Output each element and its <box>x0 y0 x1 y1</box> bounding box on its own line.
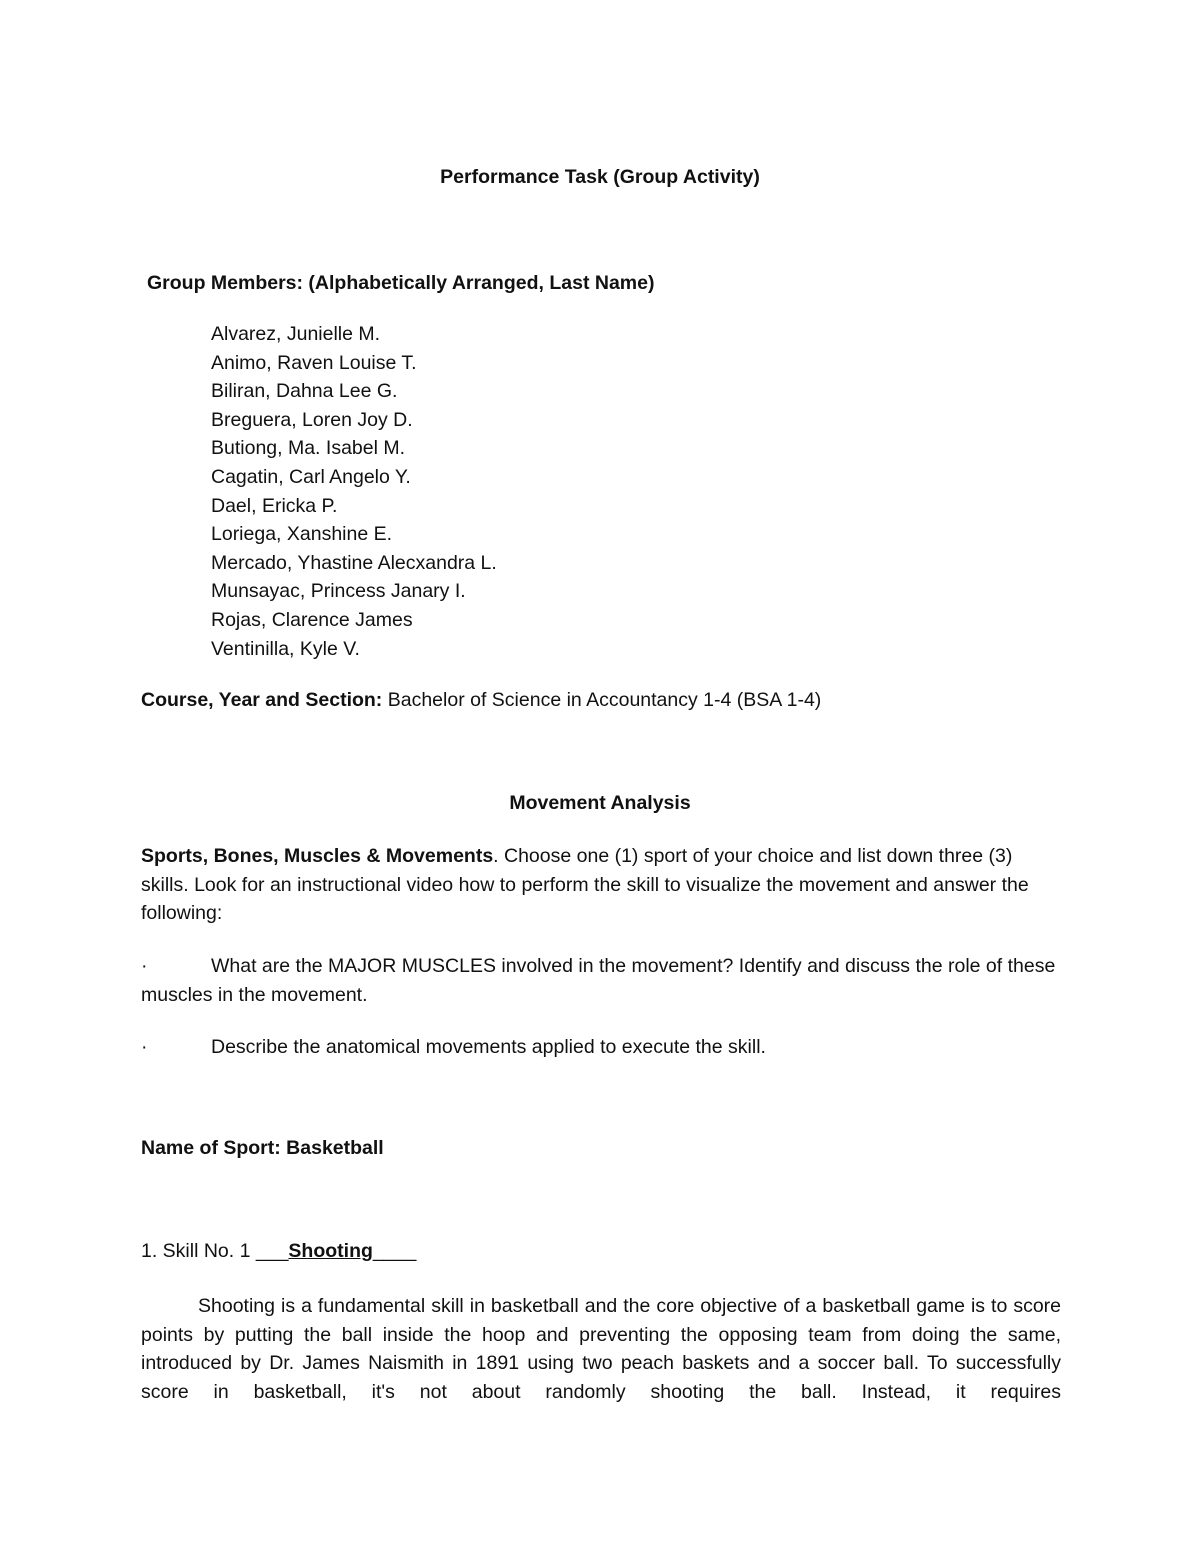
list-item: Butiong, Ma. Isabel M. <box>211 437 406 460</box>
intro-bold: Sports, Bones, Muscles & Movements <box>141 845 494 867</box>
sport-label: Name of Sport: Basketball <box>141 1137 384 1159</box>
group-members-label: Group Members: (Alphabetically Arranged, Last Name) <box>147 272 655 294</box>
skill-name: Shooting <box>288 1240 373 1262</box>
list-item: Alvarez, Junielle M. <box>211 323 381 345</box>
list-item: Breguera, Loren Joy D. <box>211 408 413 431</box>
bullet-text: Describe the anatomical movements applied to execute the skill. <box>211 1036 766 1058</box>
list-item: Ventinilla, Kyle V. <box>211 637 360 660</box>
list-item: Animo, Raven Louise T. <box>211 351 417 374</box>
intro-text: . Choose one (1) sport of your choice and list down three (3) skills. Look for an instructional video how to perform the skill to visualize the movement and answer the following: <box>141 845 1029 925</box>
shooting-paragraph: Shooting is a fundamental skill in basketball and the core objective of a basketball game is to score points by putting the ball inside the hoop and preventing the opposing team from doing the same, introduced by Dr. James Naismith in 1891 using two peach baskets and a soccer ball. To successfully score in basketball, it's not about randomly shooting the ball. Instead, it requires <box>141 1295 1061 1403</box>
section-title: Movement Analysis <box>509 792 691 814</box>
bullet-icon: · <box>141 1036 148 1058</box>
intro-paragraph <box>141 842 1061 928</box>
bullet-item-1 <box>141 952 1061 1009</box>
course-value: Bachelor of Science in Accountancy 1-4 (BSA 1-4) <box>382 689 822 711</box>
skill-suffix: ____ <box>372 1240 417 1262</box>
list-item: Mercado, Yhastine Alecxandra L. <box>211 551 497 574</box>
list-item: Dael, Ericka P. <box>211 494 338 517</box>
course-label: Course, Year and Section: <box>141 689 383 711</box>
skill-prefix: 1. Skill No. 1 ___ <box>141 1240 289 1262</box>
member-list <box>211 320 497 663</box>
list-item: Loriega, Xanshine E. <box>211 523 393 546</box>
course-line <box>141 689 821 712</box>
list-item: Cagatin, Carl Angelo Y. <box>211 465 411 488</box>
list-item: Biliran, Dahna Lee G. <box>211 380 398 403</box>
bullet-icon: · <box>141 955 148 977</box>
document-title: Performance Task (Group Activity) <box>440 166 760 188</box>
skill-heading <box>141 1240 416 1263</box>
bullet-text: What are the MAJOR MUSCLES involved in the movement? Identify and discuss the role of these muscles in the movement. <box>141 955 1056 1006</box>
list-item: Rojas, Clarence James <box>211 608 413 631</box>
bullet-item-2 <box>141 1033 1061 1062</box>
list-item: Munsayac, Princess Janary I. <box>211 580 466 603</box>
